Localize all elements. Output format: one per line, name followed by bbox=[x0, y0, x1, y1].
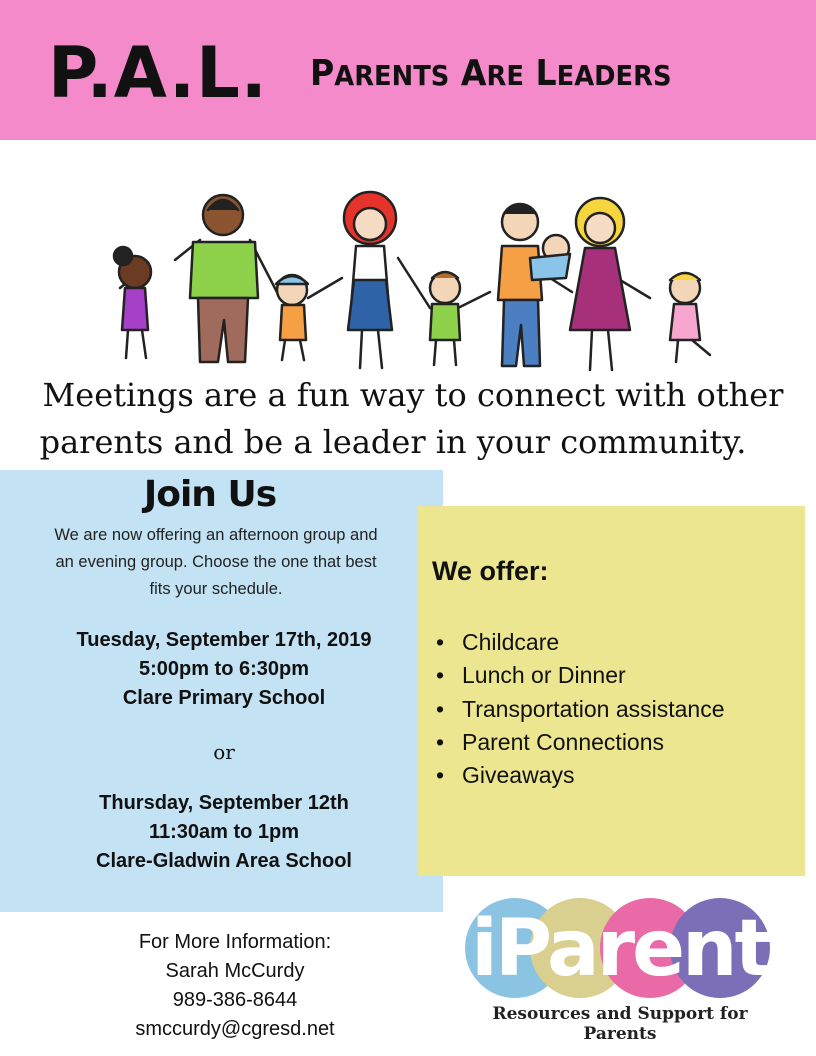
contact-email[interactable]: smccurdy@cgresd.net bbox=[135, 1018, 335, 1040]
session-time: 5:00pm to 6:30pm bbox=[138, 658, 310, 680]
list-item: • Childcare bbox=[436, 626, 725, 659]
bullet-icon: • bbox=[436, 695, 445, 722]
list-item: • Transportation assistance bbox=[436, 693, 725, 726]
join-us-title: Join Us bbox=[143, 474, 277, 515]
evening-session bbox=[0, 789, 448, 876]
offer-title: We offer: bbox=[432, 556, 549, 586]
bullet-icon: • bbox=[436, 762, 445, 789]
session-date: Thursday, September 12th bbox=[99, 792, 349, 814]
family-holding-hands-illustration bbox=[80, 180, 740, 380]
contact-phone[interactable]: 989-386-8644 bbox=[172, 989, 298, 1011]
pal-acronym: P.A.L. bbox=[48, 32, 268, 114]
bullet-icon: • bbox=[436, 629, 445, 655]
session-location: Clare-Gladwin Area School bbox=[96, 850, 352, 872]
contact-info bbox=[100, 928, 370, 1044]
iparent-tagline: Resources and Support for Parents bbox=[492, 1004, 748, 1044]
tagline-line-2: parents and be a leader in your community. bbox=[39, 423, 747, 461]
subtitle-word-leaders: LEADERS bbox=[535, 53, 672, 94]
subtitle-word-parents: PARENTS bbox=[310, 53, 450, 94]
tagline-line-1: Meetings are a fun way to connect with other bbox=[42, 376, 784, 414]
svg-text:iParent: iParent bbox=[471, 904, 769, 994]
session-time: 11:30am to 1pm bbox=[148, 821, 300, 843]
afternoon-session bbox=[0, 626, 448, 713]
tagline bbox=[0, 372, 816, 466]
offer-list bbox=[436, 626, 725, 792]
session-location: Clare Primary School bbox=[122, 687, 326, 709]
contact-heading: For More Information: bbox=[138, 931, 332, 953]
subtitle-word-are: ARE bbox=[460, 53, 524, 94]
iparent-logo bbox=[460, 893, 780, 1008]
session-date: Tuesday, September 17th, 2019 bbox=[76, 629, 372, 651]
bullet-icon: • bbox=[436, 662, 445, 689]
list-item: • Lunch or Dinner bbox=[436, 659, 725, 692]
list-item: • Parent Connections bbox=[436, 726, 725, 759]
or-separator: or bbox=[213, 740, 235, 764]
list-item: • Giveaways bbox=[436, 759, 725, 792]
contact-name: Sarah McCurdy bbox=[165, 960, 305, 982]
join-us-intro: We are now offering an afternoon group and an evening group. Choose the one that best fits your schedule. bbox=[54, 526, 378, 598]
pal-subtitle bbox=[310, 53, 672, 94]
bullet-icon: • bbox=[436, 728, 445, 755]
